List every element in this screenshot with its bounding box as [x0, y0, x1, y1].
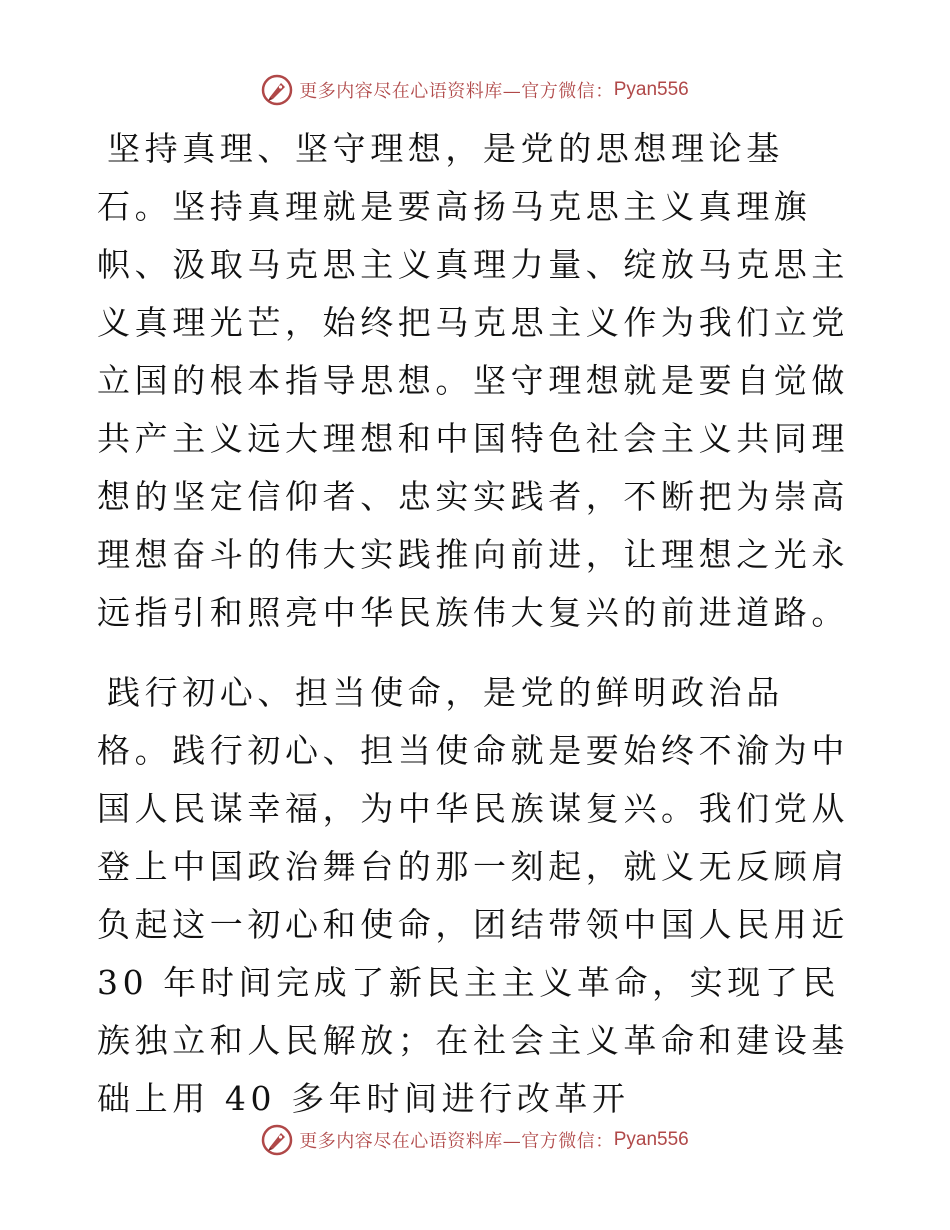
page-header-banner: [0, 70, 950, 110]
document-body: [97, 120, 857, 1128]
paragraph-1: 坚持真理、坚守理想，是党的思想理论基石。坚持真理就是要高扬马克思主义真理旗帜、汲取马克思主义真理力量、绽放马克思主义真理光芒，始终把马克思主义作为我们立党立国的根本指导思想。坚守理想就是要自觉做共产主义远大理想和中国特色社会主义共同理想的坚定信仰者、忠实实践者，不断把为崇高理想奋斗的伟大实践推向前进，让理想之光永远指引和照亮中华民族伟大复兴的前进道路。: [97, 129, 849, 632]
header-wechat-id: Pyan556: [613, 79, 689, 100]
header-text: 更多内容尽在心语资料库—官方微信：: [299, 81, 614, 102]
page-footer-banner: [0, 1120, 950, 1160]
footer-text: 更多内容尽在心语资料库—官方微信：: [299, 1131, 614, 1152]
pen-nib-logo-icon: [261, 74, 293, 106]
pen-nib-logo-icon: [261, 1124, 293, 1156]
footer-wechat-id: Pyan556: [613, 1129, 689, 1150]
paragraph-2: 践行初心、担当使命，是党的鲜明政治品格。践行初心、担当使命就是要始终不渝为中国人民谋幸福，为中华民族谋复兴。我们党从登上中国政治舞台的那一刻起，就义无反顾肩负起这一初心和使命，团结带领中国人民用近 30 年时间完成了新民主主义革命，实现了民族独立和人民解放；在社会主义革命和建设基础上用 40 多年时间进行改革开: [97, 673, 849, 1118]
